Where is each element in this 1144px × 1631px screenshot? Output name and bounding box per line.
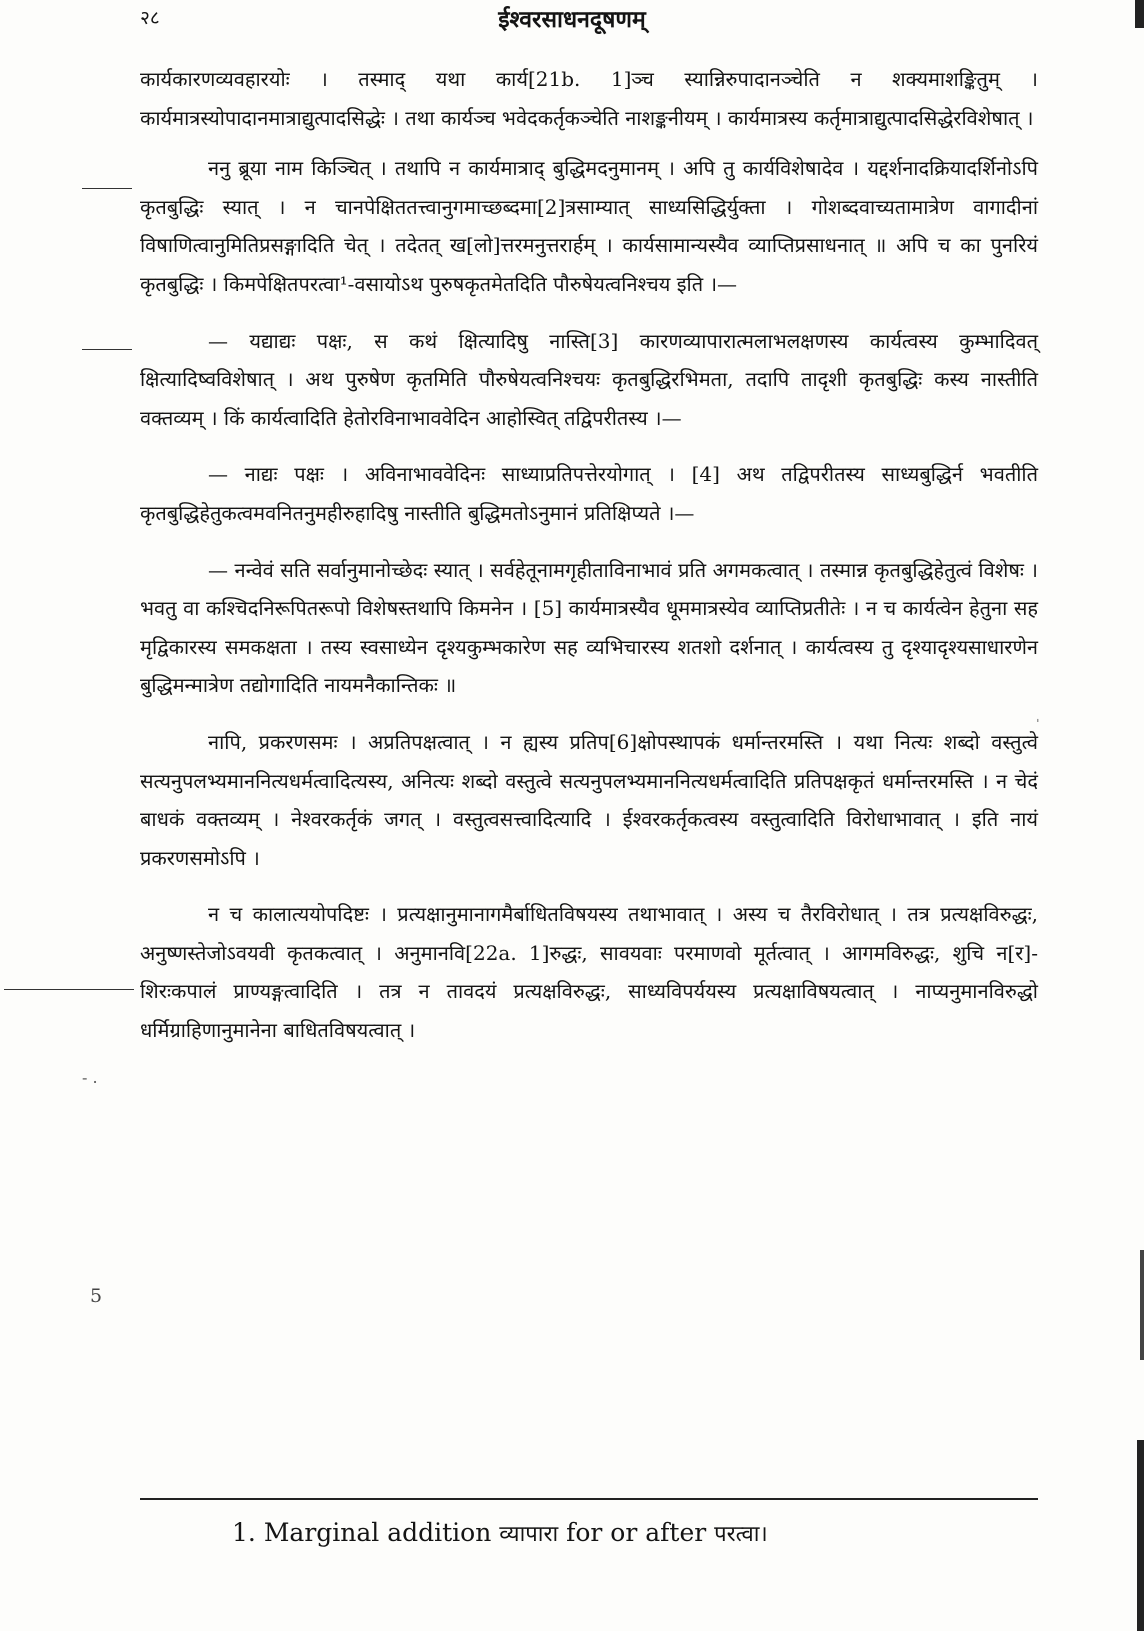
paragraph: नापि, प्रकरणसमः । अप्रतिपक्षत्वात् । न ह्यस्य प्रतिप[6]क्षोपस्थापकं धर्मान्तरमस्ति । यथा नित्यः शब्दो वस्तुत्वे सत्यनुपलभ्यमाननित्यधर्मत्वादित्यस्य, अनित्यः शब्दो वस्तुत्वे सत्यनुपलभ्यमाननित्यधर्मत्वादिति प्रतिपक्षकृतं धर्मान्तरमस्ति । न चेदं बाधकं वक्तव्यम् । नेश्वरकर्तृकं जगत् । वस्तुत्वसत्त्वादित्यादि । ईश्वरकर्तृकत्वस्य वस्तुत्वादिति विरोधाभावात् । इति नायं प्रकरणसमोऽपि । — [140, 729, 1038, 870]
margin-rule — [82, 349, 132, 350]
paragraph: — यद्याद्यः पक्षः, स कथं क्षित्यादिषु नास्ति[3] कारणव्यापारात्मलाभलक्षणस्य कार्यत्वस्य कुम्भादिवत् क्षित्यादिष्वविशेषात् । अथ पुरुषेण कृतमिति पौरुषेयत्वनिश्चयः कृतबुद्धिरभिमता, तदापि तादृशी कृतबुद्धिः कस्य नास्तीति वक्तव्यम् । किं कार्यत्वादिति हेतोरविनाभाववेदिन आहोस्वित् तद्विपरीतस्य ।— — [140, 328, 1038, 430]
running-head: ईश्वरसाधनदूषणम् — [498, 6, 646, 33]
paragraph: — नाद्यः पक्षः । अविनाभाववेदिनः साध्याप्रतिपत्तेरयोगात् । [4] अथ तद्विपरीतस्य साध्यबुद्धिर्न भवतीति कृतबुद्धिहेतुकत्वमवनितनुमहीरुहादिषु नास्तीति बुद्धिमतोऽनुमानं प्रतिक्षिप्यते ।— — [140, 462, 1038, 525]
page-edge-bottom — [1137, 1440, 1144, 1631]
footnote-rule — [140, 1498, 1038, 1500]
page-edge-notch — [1140, 1250, 1144, 1360]
page-number: २८ — [140, 7, 160, 29]
margin-rule — [82, 188, 132, 189]
footnote — [232, 1518, 768, 1548]
footnote-number: 1. — [232, 1518, 256, 1547]
paragraph: कार्यकारणव्यवहारयोः । तस्माद् यथा कार्य[21b. 1]ञ्च स्यान्निरुपादानञ्चेति न शक्यमाशङ्कितुम् । कार्यमात्रस्योपादानमात्राद्युत्पादसिद्धेः । तथा कार्यञ्च भवेदकर्तृकञ्चेति नाशङ्कनीयम् । कार्यमात्रस्य कर्तृमात्राद्युत्पादसिद्धेरविशेषात् । — [140, 67, 1038, 130]
footnote-text: for or after — [566, 1518, 707, 1547]
paragraph: — नन्वेवं सति सर्वानुमानोच्छेदः स्यात् । सर्वहेतूनामगृहीताविनाभावं प्रति अगमकत्वात् । तस्मान्न कृतबुद्धिहेतुत्वं विशेषः । भवतु वा कश्चिदनिरूपितरूपो विशेषस्तथापि किमनेन । [5] कार्यमात्रस्यैव धूममात्रस्येव व्याप्तिप्रतीतेः । न च कार्यत्वेन हेतुना सह मृद्विकारस्य समकक्षता । तस्य स्वसाध्येन दृश्यकुम्भकारेण सह व्यभिचारस्य शतशो दर्शनात् । कार्यत्वस्य तु दृश्यादृश्यसाधारणेन बुद्धिमन्मात्रेण तद्योगादिति नायमनैकान्तिकः ॥ — [140, 557, 1038, 698]
footnote-target: परत्वा। — [714, 1522, 768, 1547]
paragraph: ननु ब्रूया नाम किञ्चित् । तथापि न कार्यमात्राद् बुद्धिमदनुमानम् । अपि तु कार्यविशेषादेव । यद्दर्शनादक्रियादर्शिनोऽपि कृतबुद्धिः स्यात् । न चानपेक्षिततत्त्वानुगमाच्छब्दमा[2]त्रसाम्यात् साध्यसिद्धिर्युक्ता । गोशब्दवाच्यतामात्रेण वागादीनां विषाणित्वानुमितिप्रसङ्गादिति चेत् । तदेतत् ख[लो]त्तरमनुत्तरार्हम् । कार्यसामान्यस्यैव व्याप्तिप्रसाधनात् ॥ अपि च का पुनरियं कृतबुद्धिः । किमपेक्षितपरत्वा¹-वसायोऽथ पुरुषकृतमेतदिति पौरुषेयत्वनिश्चय इति ।— — [140, 156, 1038, 296]
footnote-text: Marginal addition — [263, 1518, 492, 1547]
margin-number: 5 — [90, 1285, 103, 1307]
footnote-addition: व्यापारा — [499, 1522, 559, 1547]
body-text — [140, 60, 1038, 1050]
paragraph: न च कालात्ययोपदिष्टः । प्रत्यक्षानुमानागमैर्बाधितविषयस्य तथाभावात् । अस्य च तैरविरोधात् । तत्र प्रत्यक्षविरुद्धः, अनुष्णस्तेजोऽवयवी कृतकत्वात् । अनुमानवि[22a. 1]रुद्धः, सावयवाः परमाणवो मूर्तत्वात् । आगमविरुद्धः, शुचि न[र]-शिरःकपालं प्राण्यङ्गत्वादिति । तत्र न तावदयं प्रत्यक्षविरुद्धः, साध्यविपर्ययस्य प्रत्यक्षाविषयत्वात् । नाप्यनुमानविरुद्धो धर्मिग्राहिणानुमानेना बाधितविषयत्वात् । — [140, 902, 1038, 1043]
margin-tick: ˈ — [1036, 718, 1040, 733]
margin-dots: - . — [82, 1068, 98, 1087]
margin-rule — [4, 989, 134, 990]
